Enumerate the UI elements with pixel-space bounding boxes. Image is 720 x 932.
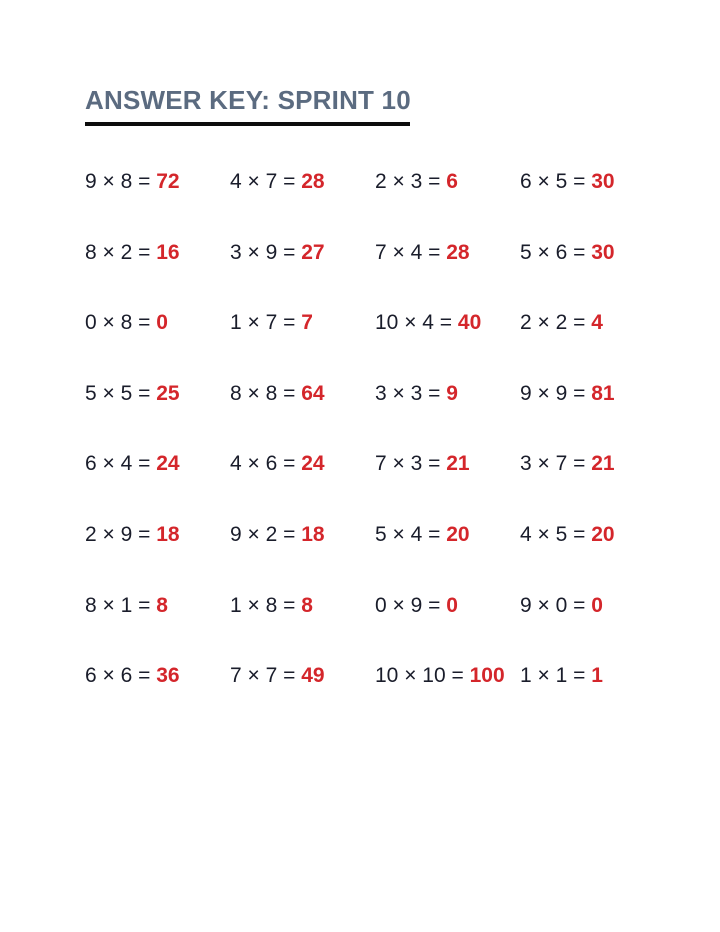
problem-question: 9 × 0 =: [520, 593, 586, 617]
problem-answer: 0: [591, 593, 603, 617]
problem-answer: 6: [446, 170, 458, 193]
problem-answer: 1: [591, 664, 603, 688]
problem-item: [375, 239, 520, 310]
problem-answer: 8: [301, 593, 313, 617]
problem-question: 3 × 3 =: [375, 381, 441, 405]
problem-answer: 9: [446, 381, 458, 405]
page-title: ANSWER KEY: SPRINT 10: [85, 85, 411, 115]
problem-answer: 72: [156, 170, 180, 193]
problem-answer: 27: [301, 240, 325, 264]
problem-question: 5 × 5 =: [85, 381, 151, 405]
problem-question: 9 × 9 =: [520, 381, 586, 405]
problem-item: [230, 450, 375, 521]
problem-item: [230, 662, 375, 733]
problem-item: [85, 592, 230, 663]
title-underline: [85, 122, 410, 126]
problem-item: [85, 521, 230, 592]
problem-item: [520, 662, 665, 733]
problem-answer: 0: [446, 593, 458, 617]
problem-question: 6 × 5 =: [520, 170, 586, 193]
problem-question: 2 × 3 =: [375, 170, 441, 193]
problem-answer: 21: [446, 452, 470, 476]
problem-question: 3 × 7 =: [520, 452, 586, 476]
problem-item: [85, 309, 230, 380]
problem-item: [375, 168, 520, 239]
problem-item: [230, 592, 375, 663]
problem-answer: 18: [301, 522, 325, 546]
problem-item: [520, 168, 665, 239]
problem-question: 0 × 8 =: [85, 311, 151, 335]
problem-item: [520, 309, 665, 380]
problem-answer: 24: [301, 452, 325, 476]
problem-answer: 0: [156, 311, 168, 335]
problem-item: [375, 521, 520, 592]
problem-answer: 49: [301, 664, 325, 688]
problem-item: [520, 521, 665, 592]
problem-answer: 30: [591, 170, 615, 193]
problem-item: [375, 662, 520, 733]
problem-question: 5 × 4 =: [375, 522, 441, 546]
problem-answer: 4: [591, 311, 603, 335]
problem-answer: 64: [301, 381, 325, 405]
problem-question: 4 × 7 =: [230, 170, 296, 193]
problem-question: 10 × 10 =: [375, 664, 464, 688]
problem-answer: 25: [156, 381, 180, 405]
problem-answer: 7: [301, 311, 313, 335]
problem-answer: 20: [446, 522, 470, 546]
problem-question: 8 × 2 =: [85, 240, 151, 264]
problem-answer: 100: [469, 664, 505, 688]
problem-answer: 28: [446, 240, 470, 264]
problem-question: 7 × 7 =: [230, 664, 296, 688]
problem-answer: 8: [156, 593, 168, 617]
problem-item: [230, 521, 375, 592]
problem-item: [520, 380, 665, 451]
problem-item: [230, 309, 375, 380]
problem-question: 9 × 8 =: [85, 170, 151, 193]
problem-question: 6 × 4 =: [85, 452, 151, 476]
problem-question: 10 × 4 =: [375, 311, 453, 335]
problem-question: 5 × 6 =: [520, 240, 586, 264]
problem-question: 0 × 9 =: [375, 593, 441, 617]
problem-item: [375, 592, 520, 663]
problem-question: 7 × 3 =: [375, 452, 441, 476]
problem-answer: 21: [591, 452, 615, 476]
problem-question: 4 × 6 =: [230, 452, 296, 476]
problem-answer: 30: [591, 240, 615, 264]
problem-item: [520, 450, 665, 521]
problem-answer: 24: [156, 452, 180, 476]
problem-answer: 18: [156, 522, 180, 546]
problem-item: [375, 450, 520, 521]
problem-question: 6 × 6 =: [85, 664, 151, 688]
problem-question: 8 × 1 =: [85, 593, 151, 617]
problem-item: [85, 450, 230, 521]
problem-answer: 81: [591, 381, 615, 405]
problem-grid: [85, 168, 665, 733]
problem-question: 2 × 2 =: [520, 311, 586, 335]
problem-answer: 16: [156, 240, 180, 264]
problem-item: [520, 592, 665, 663]
problem-item: [85, 380, 230, 451]
problem-answer: 40: [457, 311, 482, 335]
problem-item: [520, 239, 665, 310]
problem-answer: 20: [591, 522, 615, 546]
title-block: [85, 84, 411, 126]
problem-answer: 28: [301, 170, 325, 193]
problem-question: 3 × 9 =: [230, 240, 296, 264]
problem-item: [375, 380, 520, 451]
problem-question: 1 × 7 =: [230, 311, 296, 335]
problem-answer: 36: [156, 664, 180, 688]
problem-question: 7 × 4 =: [375, 240, 441, 264]
problem-item: [85, 662, 230, 733]
problem-question: 4 × 5 =: [520, 522, 586, 546]
problem-item: [375, 309, 520, 380]
problem-item: [230, 380, 375, 451]
problem-item: [85, 239, 230, 310]
problem-question: 2 × 9 =: [85, 522, 151, 546]
problem-question: 8 × 8 =: [230, 381, 296, 405]
problem-question: 9 × 2 =: [230, 522, 296, 546]
problem-question: 1 × 8 =: [230, 593, 296, 617]
problem-item: [85, 168, 230, 239]
problem-question: 1 × 1 =: [520, 664, 586, 688]
problem-item: [230, 239, 375, 310]
problem-item: [230, 168, 375, 239]
